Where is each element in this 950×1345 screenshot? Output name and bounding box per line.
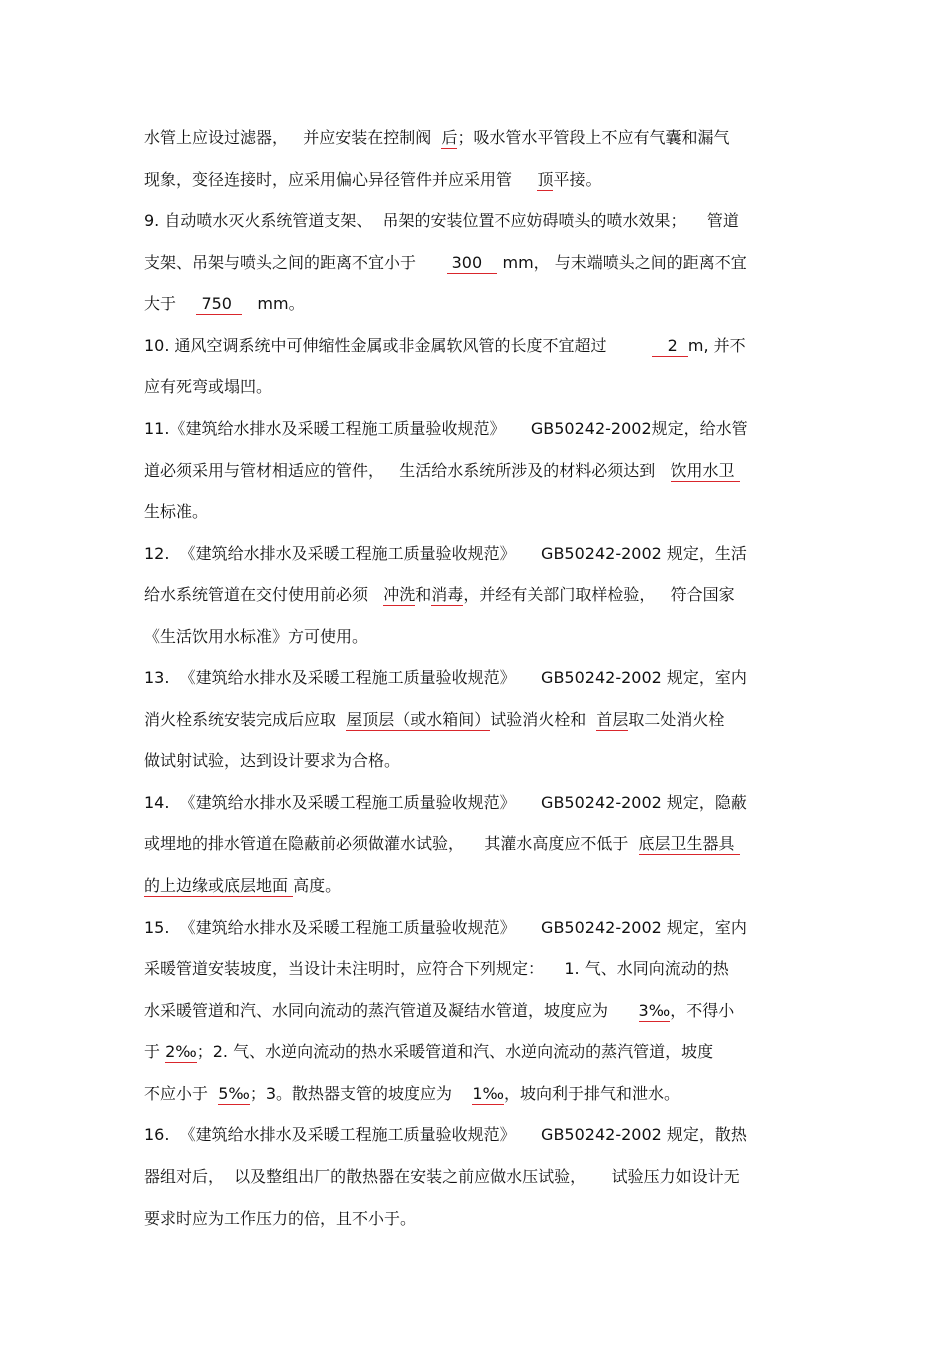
text-line <box>144 127 729 149</box>
text-line <box>144 1124 747 1146</box>
text-segment: m, 并不 <box>687 336 746 355</box>
answer-blank: 消毒 <box>431 585 464 604</box>
text-line <box>144 252 747 274</box>
text-line <box>144 293 305 315</box>
text-line <box>144 335 746 357</box>
answer-blank: 后 <box>441 128 458 147</box>
text-line <box>144 1041 713 1063</box>
text-segment: 水管上应设过滤器， 并应安装在控制阀 <box>144 128 442 147</box>
text-segment: 要求时应为工作压力的倍，且不小于。 <box>144 1209 417 1228</box>
text-line <box>144 1083 680 1105</box>
answer-blank: 饮用水卫 <box>670 461 740 480</box>
text-segment: 于 <box>144 1042 166 1061</box>
text-segment: 14. 《建筑给水排水及采暖工程施工质量验收规范》 GB50242-2002 规定，隐蔽 <box>144 793 747 812</box>
answer-blank: 300 <box>446 253 498 272</box>
text-line <box>144 792 747 814</box>
answer-blank: 3‰ <box>638 1001 671 1020</box>
text-line <box>144 958 729 980</box>
text-line <box>144 501 208 523</box>
text-line <box>144 584 735 606</box>
text-segment: 《生活饮用水标准》方可使用。 <box>144 627 369 646</box>
answer-blank: 1‰ <box>472 1084 505 1103</box>
text-segment: ，并经有关部门取样检验， 符合国家 <box>463 585 735 604</box>
text-segment: 平接。 <box>553 170 602 189</box>
answer-blank: 屋顶层（或水箱间） <box>346 710 491 729</box>
text-segment: ，坡向利于排气和泄水。 <box>504 1084 681 1103</box>
text-segment: 水采暖管道和汽、水同向流动的蒸汽管道及凝结水管道，坡度应为 <box>144 1001 639 1020</box>
answer-blank: 冲洗 <box>383 585 416 604</box>
text-segment: 给水系统管道在交付使用前必须 <box>144 585 384 604</box>
text-segment: 采暖管道安装坡度，当设计未注明时，应符合下列规定： 1. 气、水同向流动的热 <box>144 959 729 978</box>
text-line <box>144 169 601 191</box>
text-segment: 16. 《建筑给水排水及采暖工程施工质量验收规范》 GB50242-2002 规定，散热 <box>144 1125 747 1144</box>
text-line <box>144 917 747 939</box>
text-line <box>144 460 740 482</box>
text-segment: ；吸水管水平管段上不应有气囊和漏气 <box>457 128 730 147</box>
text-segment: 试验消火栓和 <box>490 710 597 729</box>
text-segment: ，不得小 <box>670 1001 735 1020</box>
text-segment: 10. 通风空调系统中可伸缩性金属或非金属软风管的长度不宜超过 <box>144 336 653 355</box>
text-line <box>144 210 739 232</box>
text-line <box>144 709 724 731</box>
text-segment: ；2. 气、水逆向流动的热水采暖管道和汽、水逆向流动的蒸汽管道，坡度 <box>196 1042 714 1061</box>
text-segment: 11.《建筑给水排水及采暖工程施工质量验收规范》 GB50242-2002规定，给水管 <box>144 419 748 438</box>
text-line <box>144 376 272 398</box>
text-segment: 支架、吊架与喷头之间的距离不宜小于 <box>144 253 447 272</box>
text-segment: 道必须采用与管材相适应的管件， 生活给水系统所涉及的材料必须达到 <box>144 461 671 480</box>
text-segment: 做试射试验，达到设计要求为合格。 <box>144 751 401 770</box>
text-line <box>144 1208 416 1230</box>
text-line <box>144 1166 740 1188</box>
text-line <box>144 875 341 897</box>
text-segment: 12. 《建筑给水排水及采暖工程施工质量验收规范》 GB50242-2002 规定，生活 <box>144 544 747 563</box>
text-segment: 器组对后， 以及整组出厂的散热器在安装之前应做水压试验， 试验压力如设计无 <box>144 1167 740 1186</box>
text-segment: 不应小于 <box>144 1084 219 1103</box>
text-segment: 和 <box>415 585 432 604</box>
answer-blank: 顶 <box>537 170 554 189</box>
text-segment: 高度。 <box>293 876 342 895</box>
answer-blank: 2‰ <box>165 1042 197 1061</box>
answer-blank: 首层 <box>596 710 629 729</box>
text-segment: 应有死弯或塌凹。 <box>144 377 273 396</box>
text-segment: mm。 <box>242 294 305 313</box>
text-line <box>144 833 740 855</box>
text-line <box>144 543 747 565</box>
text-segment: 或埋地的排水管道在隐蔽前必须做灌水试验， 其灌水高度应不低于 <box>144 834 639 853</box>
answer-blank: 2 <box>652 336 688 355</box>
text-segment: 取二处消火栓 <box>628 710 725 729</box>
answer-blank: 750 <box>196 294 243 313</box>
text-segment: 9. 自动喷水灭火系统管道支架、 吊架的安装位置不应妨碍喷头的喷水效果； 管道 <box>144 211 739 230</box>
text-line <box>144 667 747 689</box>
text-segment: 15. 《建筑给水排水及采暖工程施工质量验收规范》 GB50242-2002 规定，室内 <box>144 918 747 937</box>
text-segment: 大于 <box>144 294 197 313</box>
answer-blank: 5‰ <box>218 1084 250 1103</box>
text-line <box>144 418 748 440</box>
text-line <box>144 1000 734 1022</box>
text-line <box>144 750 400 772</box>
answer-blank: 的上边缘或底层地面 <box>144 876 294 895</box>
text-segment: ；3。散热器支管的坡度应为 <box>249 1084 473 1103</box>
text-line <box>144 626 368 648</box>
text-segment: 现象，变径连接时，应采用偏心异径管件并应采用管 <box>144 170 538 189</box>
text-segment: 消火栓系统安装完成后应取 <box>144 710 347 729</box>
answer-blank: 底层卫生器具 <box>638 834 740 853</box>
text-segment: mm， 与末端喷头之间的距离不宜 <box>497 253 747 272</box>
text-segment: 生标准。 <box>144 502 209 521</box>
text-segment: 13. 《建筑给水排水及采暖工程施工质量验收规范》 GB50242-2002 规定，室内 <box>144 668 747 687</box>
